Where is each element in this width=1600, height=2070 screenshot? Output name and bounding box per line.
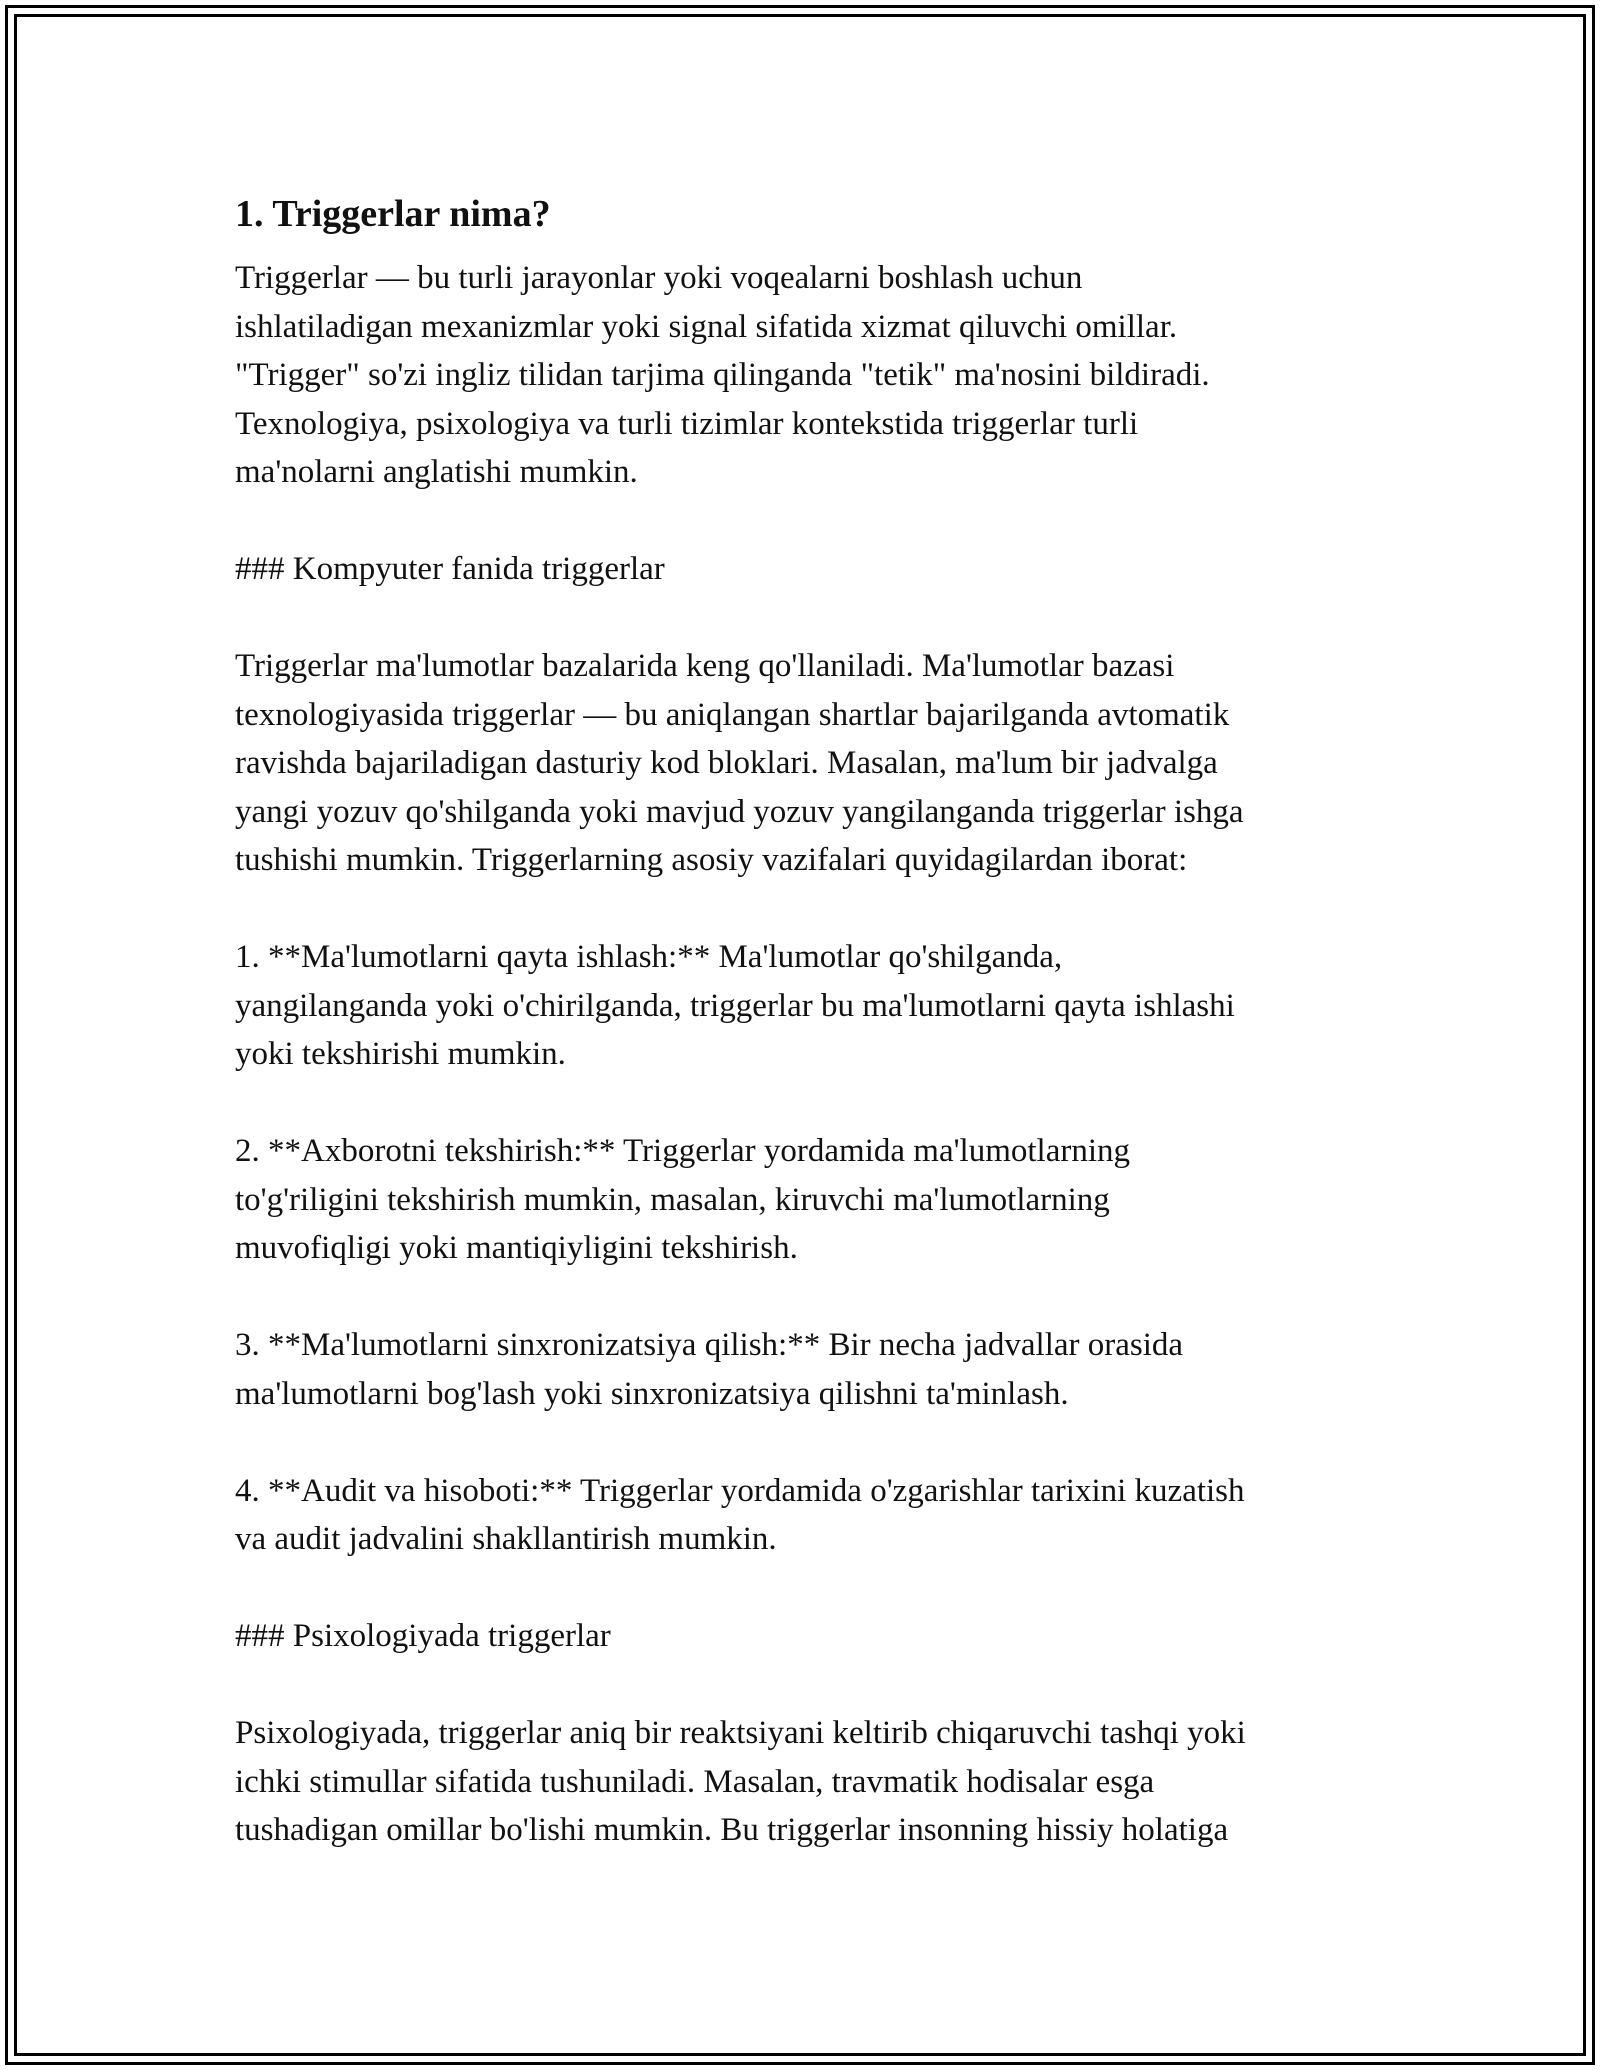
database-triggers-paragraph: Triggerlar ma'lumotlar bazalarida keng qo'llaniladi. Ma'lumotlar bazasi texnologiyasida triggerlar — bu aniqlangan shartlar bajarilganda avtomatik ravishda bajariladigan dasturiy kod bloklari. Masalan, ma'lum bir jadvalga yangi yozuv qo'shilganda yoki mavjud yozuv yangilanganda triggerlar ishga tushishi mumkin. Triggerlarning asosiy vazifalari quyidagilardan iborat: [235, 648, 1244, 878]
document-body [235, 188, 1375, 1903]
list-item-1: 1. **Ma'lumotlarni qayta ishlash:** Ma'lumotlar qo'shilganda, yangilanganda yoki o'chirilganda, triggerlar bu ma'lumotlarni qayta ishlashi yoki tekshirishi mumkin. [235, 939, 1235, 1072]
section-heading-computer-science: ### Kompyuter fanida triggerlar [235, 551, 665, 587]
psychology-paragraph: Psixologiyada, triggerlar aniq bir reaktsiyani keltirib chiqaruvchi tashqi yoki ichki stimullar sifatida tushuniladi. Masalan, travmatik hodisalar esga tushadigan omillar bo'lishi mumkin. Bu triggerlar insonning hissiy holatiga [235, 1715, 1246, 1848]
section-heading-psychology: ### Psixologiyada triggerlar [235, 1618, 611, 1654]
intro-paragraph: Triggerlar — bu turli jarayonlar yoki voqealarni boshlash uchun ishlatiladigan mexanizmlar yoki signal sifatida xizmat qiluvchi omillar. "Trigger" so'zi ingliz tilidan tarjima qilinganda "tetik" ma'nosini bildiradi. Texnologiya, psixologiya va turli tizimlar kontekstida triggerlar turli ma'nolarni anglatishi mumkin. [235, 260, 1210, 490]
list-item-4: 4. **Audit va hisoboti:** Triggerlar yordamida o'zgarishlar tarixini kuzatish va audit jadvalini shakllantirish mumkin. [235, 1472, 1245, 1557]
list-item-3: 3. **Ma'lumotlarni sinxronizatsiya qilish:** Bir necha jadvallar orasida ma'lumotlarni bog'lash yoki sinxronizatsiya qilishni ta'minlash. [235, 1327, 1184, 1412]
document-title: 1. Triggerlar nima? [235, 193, 551, 235]
list-item-2: 2. **Axborotni tekshirish:** Triggerlar yordamida ma'lumotlarning to'g'riligini tekshirish mumkin, masalan, kiruvchi ma'lumotlarning muvofiqligi yoki mantiqiyligini tekshirish. [235, 1133, 1131, 1266]
